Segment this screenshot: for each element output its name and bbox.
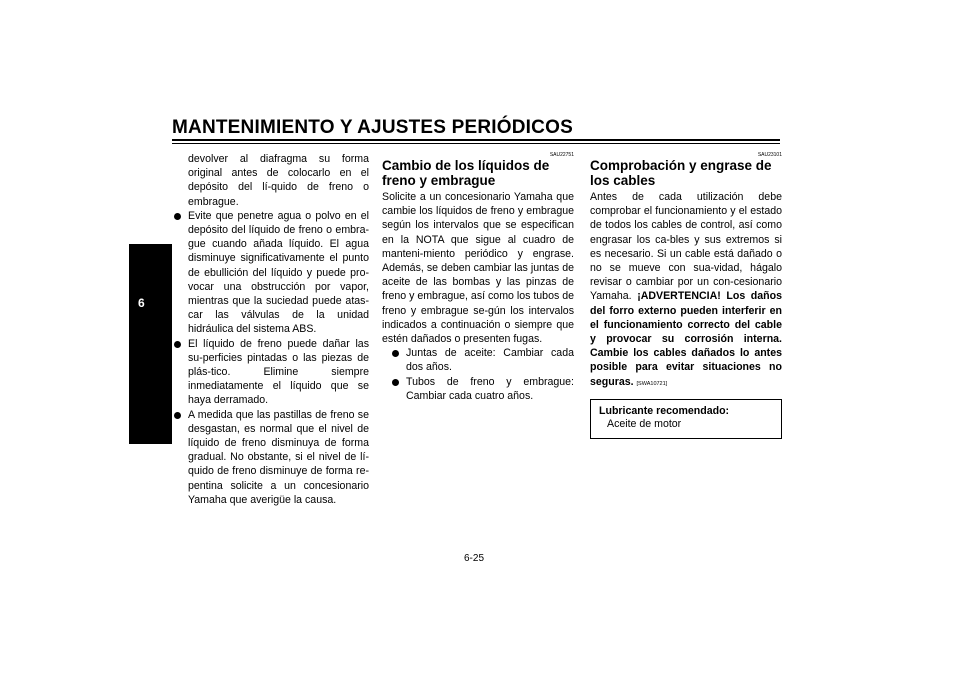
section-code: SAU23101 bbox=[757, 152, 782, 158]
chapter-number: 6 bbox=[138, 296, 145, 310]
column-left bbox=[172, 152, 369, 507]
section-heading: Comprobación y engrase de los cables bbox=[590, 158, 772, 188]
list-item: A medida que las pastillas de freno se desgastan, es normal que el nivel de líquido de freno disminuya de forma gradual. No obstante, si el nivel de lí-quido de freno disminuye de forma re-pentina solicite a un concesionario Yamaha que averigüe la causa. bbox=[172, 408, 369, 507]
bullet-icon bbox=[392, 379, 399, 386]
list-item: Tubos de freno y embrague: Cambiar cada cuatro años. bbox=[382, 375, 574, 403]
bullet-icon bbox=[174, 213, 181, 220]
bullet-icon bbox=[174, 341, 181, 348]
warning-text: ¡ADVERTENCIA! Los daños del forro externo pueden interferir en el funcionamiento correcto del cable y provocar su corrosión interna. Cambie los cables dañados lo antes posible para evitar situaciones no seguras. bbox=[590, 290, 782, 388]
section-code: SAU22751 bbox=[549, 152, 574, 158]
section-body: Antes de cada utilización debe comprobar el funcionamiento y el estado de todos los cables de control, así como engrasar los ca-bles y sus extremos si es necesario. Si un cable está dañado o no se mueve con sua-vidad, hágalo revisar o cambiar por un con-cesionario Yamaha. ¡ADVERTENCIA! Los daños del forro externo pueden interferir en el funcionamiento correcto del cable y provocar su corrosión interna. Cambie los cables dañados lo antes posible para evitar situaciones no seguras. [SWA10721] bbox=[590, 191, 782, 388]
warning-code: [SWA10721] bbox=[636, 380, 668, 387]
header-rule-thick bbox=[172, 139, 780, 141]
continuation-text: devolver al diafragma su forma original antes de colocarlo en el depósito del lí-quido de freno o embrague. bbox=[188, 153, 369, 208]
column-middle bbox=[382, 152, 574, 403]
bullet-icon bbox=[392, 350, 399, 357]
list-item: El líquido de freno puede dañar las su-perficies pintadas o las piezas de plás-tico. Elimine siempre inmediatamente el líquido que se haya derramado. bbox=[172, 337, 369, 408]
page-number: 6-25 bbox=[464, 553, 485, 564]
header-rule-thin bbox=[172, 143, 780, 144]
page-title: MANTENIMIENTO Y AJUSTES PERIÓDICOS bbox=[172, 117, 573, 138]
column-right bbox=[590, 152, 782, 439]
list-item: Juntas de aceite: Cambiar cada dos años. bbox=[382, 346, 574, 374]
list-item: Evite que penetre agua o polvo en el depósito del líquido de freno o embra-gue cuando añada líquido. El agua disminuye significativamente el punto de ebullición del líquido y puede pro-vocar una obstrucción por vapor, mientras que la suciedad puede atas-car las válvulas de la unidad hidráulica del sistema ABS. bbox=[172, 209, 369, 337]
section-heading: Cambio de los líquidos de freno y embrague bbox=[382, 158, 550, 188]
bullet-list-middle bbox=[382, 346, 574, 403]
lubricant-title: Lubricante recomendado: bbox=[599, 404, 730, 417]
bullet-list-left bbox=[172, 209, 369, 507]
lubricant-value: Aceite de motor bbox=[607, 417, 682, 430]
chapter-tab bbox=[129, 244, 172, 444]
lubricant-box bbox=[590, 399, 782, 439]
bullet-icon bbox=[174, 412, 181, 419]
section-body: Solicite a un concesionario Yamaha que cambie los líquidos de freno y embrague según los intervalos que se especifican en la NOTA que sigue al cuadro de manteni-miento periódico y engrase. Además, se deben cambiar las juntas de aceite de las bombas y las pinzas de freno y embrague, así como los tubos de freno y embrague se-gún los intervalos indicados a continuación o siempre que estén dañados o presenten fugas. bbox=[382, 191, 574, 346]
